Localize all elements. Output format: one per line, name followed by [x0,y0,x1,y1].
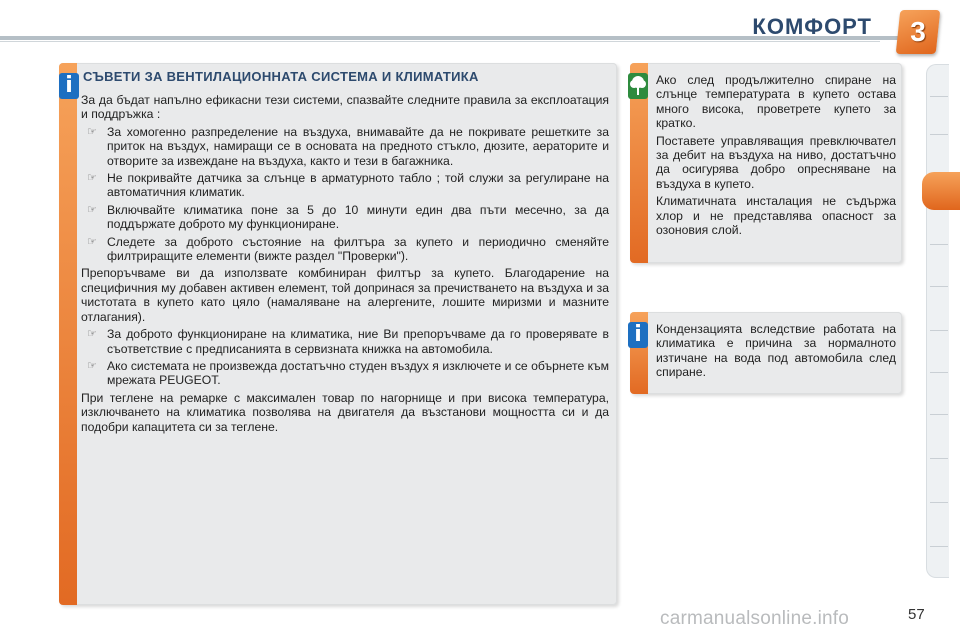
header-rule-thin [0,41,880,42]
chapter-tabs [926,64,949,578]
info-tip-panel [630,312,902,394]
pointing-hand-icon: ☞ [87,203,97,216]
list-item-text: За доброто функциониране на климатика, ние Ви препоръчваме да го проверявате в съответствие с предписанията в сервизната книжка на автомобила. [107,327,609,356]
tab-divider [930,546,948,547]
pointing-hand-icon: ☞ [87,328,97,341]
panel-accent-strip [59,63,77,605]
chapter-number-badge [896,10,941,54]
list-item-text: Ако системата не произвежда достатъчно студен въздух я изключете и се обърнете към мрежата PEUGEOT. [107,358,609,388]
tab-divider [930,414,948,415]
eco-tree-icon [628,73,648,99]
info-tip-body [656,322,896,383]
advice-panel [59,63,617,605]
tab-active-chapter [922,172,960,210]
eco-tip-paragraph: Поставете управляващия превключвател за дебит на въздуха на ниво, достатъчно да осигурява добро опресняване на въздуха в купето. [656,133,896,191]
list-item [81,359,609,388]
tab-divider [930,372,948,373]
list-item [81,171,609,200]
eco-tip-panel [630,63,902,263]
tab-divider [930,96,948,97]
tab-divider [930,330,948,331]
tab-divider [930,502,948,503]
list-item-text: Включвайте климатика поне за 5 до 10 минути един два пъти месечно, за да поддържате доброто му функциониране. [107,202,609,232]
info-tip-text: Кондензацията вследствие работата на климатика е причина за нормалното изтичане на вода под автомобила след спиране. [656,322,896,380]
outro-text: При теглене на ремарке с максимален товар по нагорнище и при висока температура, изключването на климатика позволява на двигателя да възстанови мощността си и да подобри капацитета си за теглене. [81,390,609,434]
info-icon: i [59,73,79,99]
eco-tip-paragraph: Ако след продължително спиране на слънце температурата в купето остава много висока, проветрете купето за кратко. [656,73,896,131]
chapter-title: КОМФОРТ [752,14,872,39]
list-item-text: Следете за доброто състояние на филтъра за купето и периодично сменяйте филтриращите елементи (вижте раздел "Проверки"). [107,234,609,264]
pointing-hand-icon: ☞ [87,359,97,372]
pointing-hand-icon: ☞ [87,235,97,248]
list-item-text: За хомогенно разпределение на въздуха, внимавайте да не покривате решетките за приток на въздух, намиращи се в основата на предното стъкло, дюзите, аераторите и отворите за извеждане на въздуха, както и тези в багажника. [107,124,609,168]
tab-divider [930,458,948,459]
list-item [81,125,609,168]
chapter-number: 3 [910,16,926,47]
list-item [81,327,609,356]
watermark: carmanualsonline.info [660,608,850,629]
list-item-text: Не покривайте датчика за слънце в арматурното табло ; той служи за регулиране на автоматичния климатик. [107,171,609,200]
pointing-hand-icon: ☞ [87,125,97,138]
tab-divider [930,244,948,245]
filter-note: Препоръчваме ви да използвате комбиниран филтър за купето. Благодарение на специфичния му добавен активен елемент, той допринася за пречистването на въздуха и за чистотата в купето като цяло (намаляване на алергените, лошите миризми и мазните отлагания). [81,266,609,324]
pointing-hand-icon: ☞ [87,172,97,185]
list-item [81,235,609,264]
tab-divider [930,286,948,287]
info-icon: i [628,322,648,348]
advice-body [81,93,609,437]
intro-text: За да бъдат напълно ефикасни тези системи, спазвайте следните правила за експлоатация и поддръжка : [81,93,609,122]
section-title-text: СЪВЕТИ ЗА ВЕНТИЛАЦИОННАТА СИСТЕМА И КЛИМАТИКА [83,69,479,84]
page-number: 57 [908,606,925,623]
tab-divider [930,134,948,135]
section-title [83,69,479,84]
eco-tip-paragraph: Климатичната инсталация не съдържа хлор и не представлява опасност за озоновия слой. [656,194,896,238]
eco-tip-body [656,73,896,240]
list-item [81,203,609,232]
